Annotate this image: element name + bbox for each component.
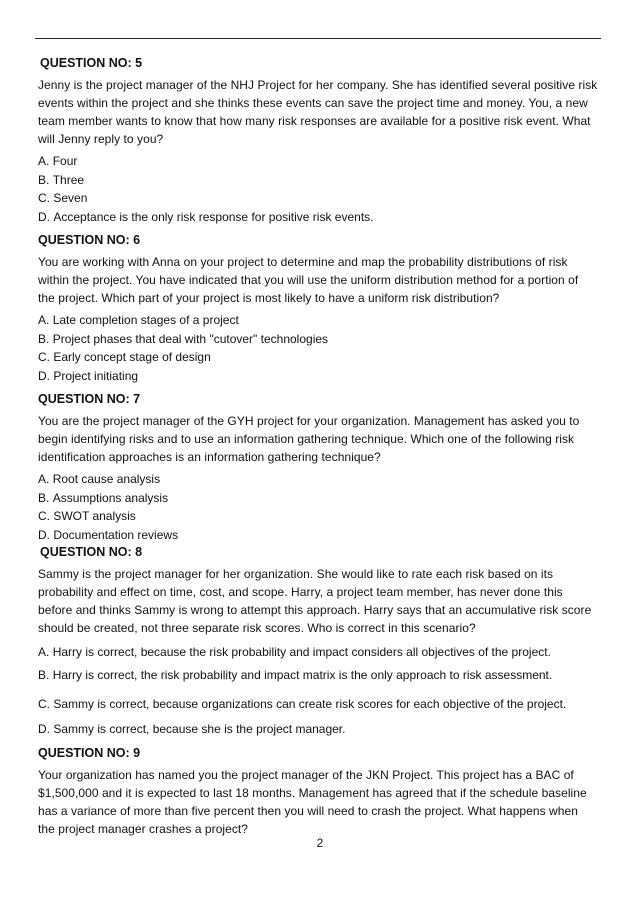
option-letter: C. — [38, 191, 50, 205]
option-letter: B. — [38, 667, 50, 682]
option-b — [38, 666, 598, 685]
question-heading: QUESTION NO: 5 — [40, 56, 143, 70]
question-9 — [38, 746, 598, 838]
question-heading: QUESTION NO: 6 — [38, 233, 141, 247]
option-text: Project initiating — [53, 368, 139, 383]
option-letter: D. — [38, 722, 50, 736]
page-number: 2 — [316, 836, 324, 850]
option-letter: B. — [38, 172, 50, 187]
option-letter: C. — [38, 509, 50, 523]
option-c — [38, 189, 598, 208]
question-heading: QUESTION NO: 7 — [38, 392, 141, 406]
option-text: Sammy is correct, because she is the project manager. — [53, 722, 346, 736]
option-a — [38, 311, 598, 330]
option-letter: C. — [38, 350, 50, 364]
top-rule — [35, 38, 601, 39]
option-a — [38, 470, 598, 489]
question-text: You are the project manager of the GYH project for your organization. Management has asked you to begin identifying risks and to use an information gathering technique. Which one of the following risk identification approaches is an information gathering technique? — [38, 414, 580, 464]
option-text: SWOT analysis — [53, 509, 136, 523]
option-text: Early concept stage of design — [53, 350, 211, 364]
option-text: Sammy is correct, because organizations can create risk scores for each objective of the project. — [53, 697, 567, 711]
option-text: Project phases that deal with "cutover" technologies — [52, 331, 329, 346]
question-text: Sammy is the project manager for her organization. She would like to rate each risk based on its probability and effect on time, cost, and scope. Harry, a project team member, has never done this before and thinks Sammy is wrong to attempt this approach. Harry says that an accumulative risk score should be created, not three separate risk scores. Who is correct in this scenario? — [38, 567, 592, 635]
option-c — [38, 507, 598, 526]
option-a — [38, 152, 598, 171]
option-text: Harry is correct, because the risk probability and impact considers all objectives of the project. — [52, 645, 551, 659]
option-text: Acceptance is the only risk response for positive risk events. — [53, 209, 374, 224]
option-letter: B. — [38, 331, 50, 346]
question-text: You are working with Anna on your project to determine and map the probability distributions of risk within the project. You have indicated that you will use the uniform distribution method for a portion of the project. Which part of your project is most likely to have a uniform risk distribution? — [38, 255, 579, 305]
question-text: Your organization has named you the project manager of the JKN Project. This project has a BAC of $1,500,000 and it is expected to last 18 months. Management has agreed that if the schedule baseline has a variance of more than five percent then you will need to crash the project. What happens when the project manager crashes a project? — [38, 767, 587, 836]
option-a — [38, 643, 598, 662]
option-d — [38, 526, 598, 545]
option-letter: B. — [38, 490, 50, 505]
question-heading: QUESTION NO: 9 — [38, 745, 141, 760]
question-5 — [38, 56, 598, 226]
option-b — [38, 489, 598, 508]
option-letter: C. — [38, 697, 50, 711]
option-text: Root cause analysis — [52, 472, 161, 486]
option-text: Documentation reviews — [53, 527, 179, 542]
option-letter: D. — [38, 527, 50, 542]
option-b — [38, 171, 598, 190]
option-letter: A. — [38, 313, 50, 327]
question-heading: QUESTION NO: 8 — [40, 545, 143, 559]
option-letter: A. — [38, 645, 50, 659]
option-text: Four — [52, 154, 78, 168]
option-text: Late completion stages of a project — [52, 313, 239, 327]
question-7 — [38, 392, 598, 544]
option-d — [38, 208, 598, 227]
option-c — [38, 348, 598, 367]
question-8 — [38, 545, 598, 739]
option-letter: D. — [38, 368, 50, 383]
option-c — [38, 696, 598, 712]
document-body — [38, 56, 598, 845]
question-6 — [38, 233, 598, 385]
option-letter: A. — [38, 472, 50, 486]
option-letter: D. — [38, 209, 50, 224]
option-letter: A. — [38, 154, 50, 168]
option-text: Assumptions analysis — [52, 490, 169, 505]
option-text: Three — [52, 172, 85, 187]
option-text: Seven — [53, 191, 88, 205]
option-d — [38, 720, 598, 739]
option-b — [38, 330, 598, 349]
question-text: Jenny is the project manager of the NHJ Project for her company. She has identified several positive risk events within the project and she thinks these events can save the project time and money. You, a new team member wants to know that how many risk responses are available for a positive risk event. What will Jenny reply to you? — [38, 78, 598, 146]
option-text: Harry is correct, the risk probability and impact matrix is the only approach to risk assessment. — [52, 667, 553, 682]
option-d — [38, 367, 598, 386]
